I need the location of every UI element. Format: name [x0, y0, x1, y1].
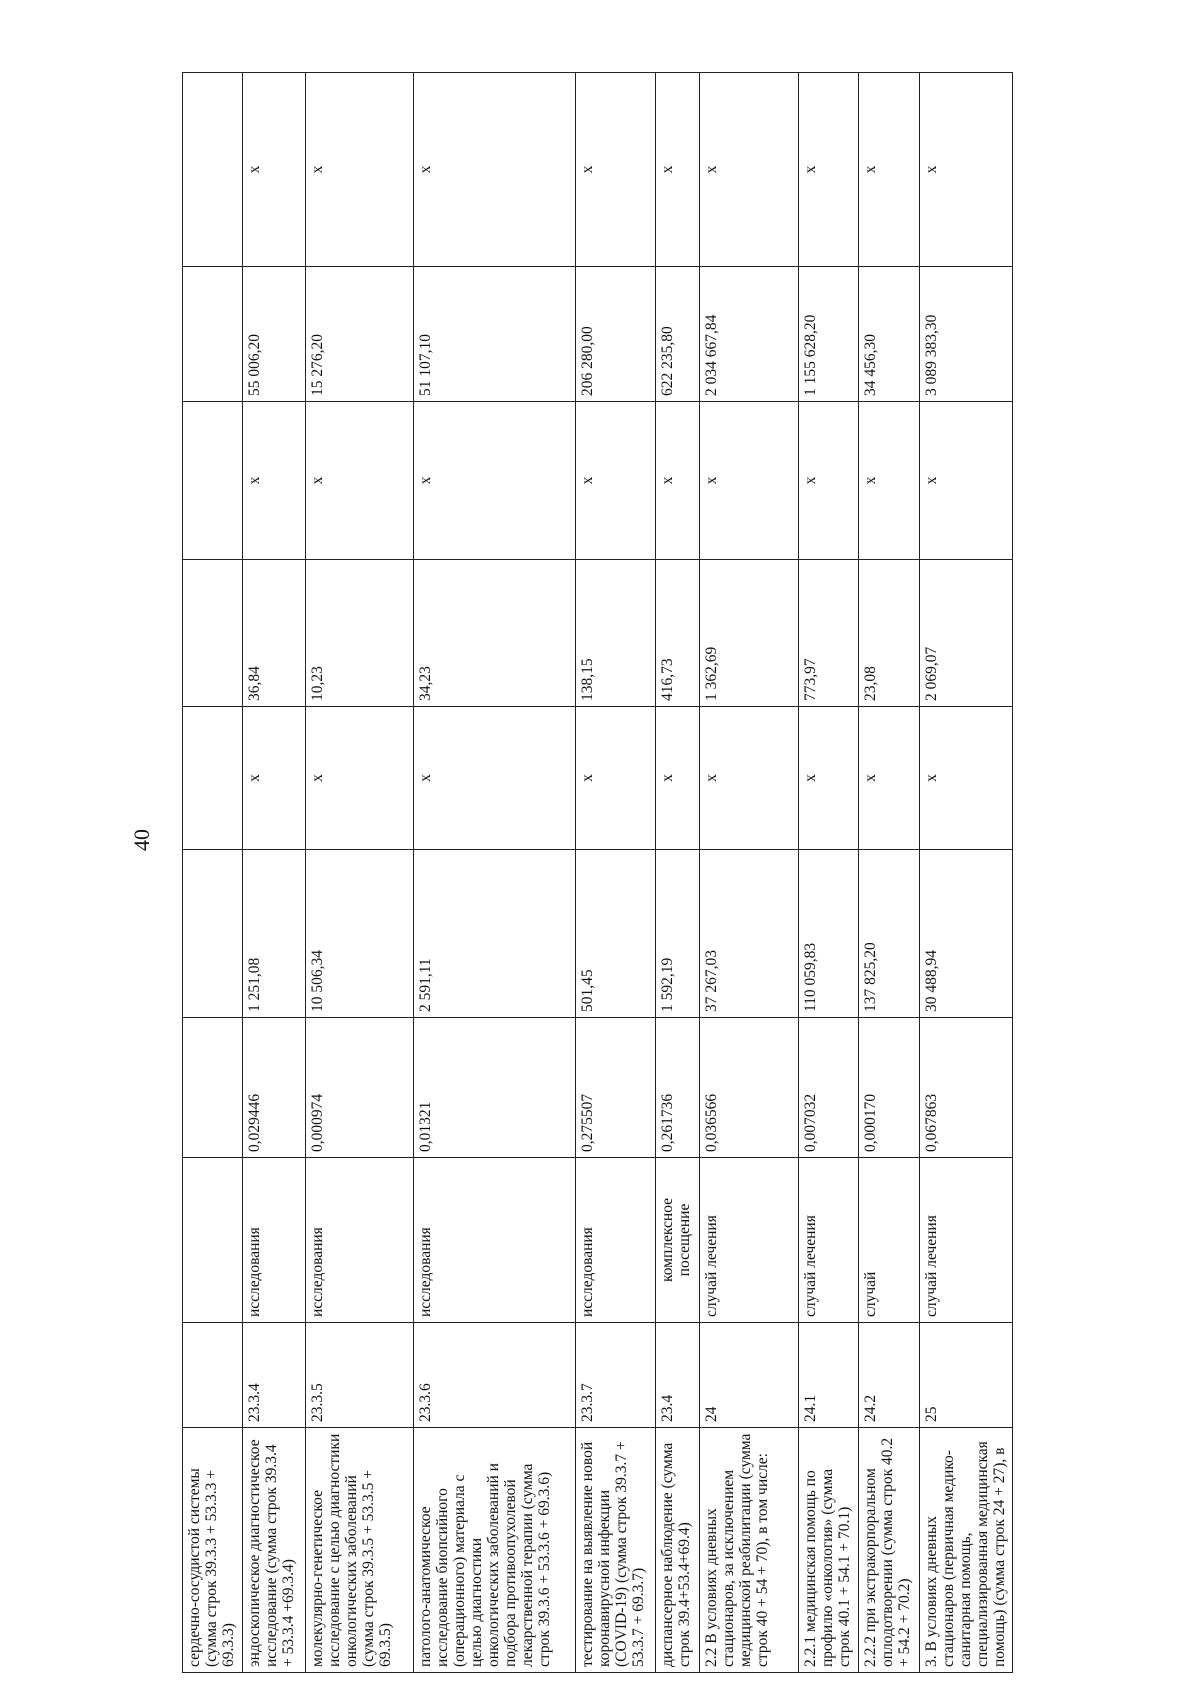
line-number-cell: 24.2 [859, 1323, 920, 1428]
line-number-cell: 23.4 [656, 1323, 700, 1428]
rotated-page-content [182, 73, 1012, 1673]
budget-total-cell: х [799, 402, 859, 560]
unit-cell: случай лечения [799, 1158, 859, 1323]
cost-norm-cell [183, 850, 243, 1018]
line-number-cell: 23.3.7 [576, 1323, 656, 1428]
budget-total-cell: х [920, 402, 1013, 560]
table-row [859, 73, 920, 1673]
cost-norm-cell: 501,45 [576, 850, 656, 1018]
oms-per-capita-cell: 34,23 [414, 560, 576, 707]
cost-norm-cell: 30 488,94 [920, 850, 1013, 1018]
table-row [183, 73, 243, 1673]
percent-cell: х [859, 73, 920, 267]
table-row [920, 73, 1013, 1673]
oms-total-cell: 3 089 383,30 [920, 267, 1013, 402]
row-name-cell: 3. В условиях дневных стационаров (первичная медико-санитарная помощь, специализированная медицинская помощь) (сумма строк 24 + 27), в [920, 1428, 1013, 1673]
row-name-cell: 2.2 В условиях дневных стационаров, за исключением медицинской реабилитации (сумма строк 40 + 54 + 70), в том числе: [700, 1428, 799, 1673]
budget-total-cell [183, 402, 243, 560]
budget-total-cell: х [700, 402, 799, 560]
oms-per-capita-cell: 10,23 [306, 560, 414, 707]
oms-total-cell: 51 107,10 [414, 267, 576, 402]
row-name-cell: эндоскопическое диагностическое исследование (сумма строк 39.3.4 + 53.3.4 +69.3.4) [243, 1428, 306, 1673]
volume-norm-cell: 0,000974 [306, 1018, 414, 1158]
oms-per-capita-cell: 2 069,07 [920, 560, 1013, 707]
budget-per-capita-cell: х [799, 707, 859, 850]
unit-cell: случай лечения [920, 1158, 1013, 1323]
percent-cell: х [243, 73, 306, 267]
volume-norm-cell: 0,01321 [414, 1018, 576, 1158]
oms-total-cell: 55 006,20 [243, 267, 306, 402]
oms-per-capita-cell: 1 362,69 [700, 560, 799, 707]
line-number-cell: 24 [700, 1323, 799, 1428]
budget-per-capita-cell: х [920, 707, 1013, 850]
line-number-cell [183, 1323, 243, 1428]
budget-total-cell: х [859, 402, 920, 560]
oms-total-cell [183, 267, 243, 402]
line-number-cell: 25 [920, 1323, 1013, 1428]
table-body [183, 73, 1013, 1673]
line-number-cell: 23.3.5 [306, 1323, 414, 1428]
oms-total-cell: 1 155 628,20 [799, 267, 859, 402]
percent-cell: х [700, 73, 799, 267]
percent-cell: х [306, 73, 414, 267]
cost-norm-cell: 2 591,11 [414, 850, 576, 1018]
percent-cell: х [799, 73, 859, 267]
oms-total-cell: 2 034 667,84 [700, 267, 799, 402]
volume-norm-cell [183, 1018, 243, 1158]
unit-cell: комплексное посещение [656, 1158, 700, 1323]
table-row [799, 73, 859, 1673]
budget-total-cell: х [656, 402, 700, 560]
percent-cell: х [656, 73, 700, 267]
oms-per-capita-cell: 36,84 [243, 560, 306, 707]
row-name-cell: 2.2.2 при экстракорпоральном оплодотворении (сумма строк 40.2 + 54.2 + 70.2) [859, 1428, 920, 1673]
volume-norm-cell: 0,007032 [799, 1018, 859, 1158]
percent-cell: х [576, 73, 656, 267]
page-number: 40 [129, 829, 154, 851]
oms-total-cell: 206 280,00 [576, 267, 656, 402]
volume-norm-cell: 0,000170 [859, 1018, 920, 1158]
volume-norm-cell: 0,275507 [576, 1018, 656, 1158]
cost-norm-cell: 1 251,08 [243, 850, 306, 1018]
oms-per-capita-cell [183, 560, 243, 707]
budget-per-capita-cell: х [576, 707, 656, 850]
unit-cell: исследования [243, 1158, 306, 1323]
percent-cell: х [920, 73, 1013, 267]
budget-per-capita-cell: х [859, 707, 920, 850]
budget-per-capita-cell [183, 707, 243, 850]
volume-norm-cell: 0,261736 [656, 1018, 700, 1158]
line-number-cell: 24.1 [799, 1323, 859, 1428]
cost-norm-cell: 37 267,03 [700, 850, 799, 1018]
table-row [656, 73, 700, 1673]
oms-per-capita-cell: 138,15 [576, 560, 656, 707]
cost-norm-cell: 110 059,83 [799, 850, 859, 1018]
table-row [414, 73, 576, 1673]
volume-norm-cell: 0,029446 [243, 1018, 306, 1158]
budget-per-capita-cell: х [306, 707, 414, 850]
cost-norm-cell: 10 506,34 [306, 850, 414, 1018]
row-name-cell: молекулярно-генетическое исследование с целью диагностики онкологических заболеваний (сумма строк 39.3.5 + 53.3.5 + 69.3.5) [306, 1428, 414, 1673]
budget-per-capita-cell: х [414, 707, 576, 850]
row-name-cell: тестирование на выявление новой коронавирусной инфекции (COVID-19) (сумма строк 39.3.7 + 53.3.7 + 69.3.7) [576, 1428, 656, 1673]
volume-norm-cell: 0,067863 [920, 1018, 1013, 1158]
unit-cell: исследования [306, 1158, 414, 1323]
budget-per-capita-cell: х [656, 707, 700, 850]
percent-cell: х [414, 73, 576, 267]
oms-total-cell: 622 235,80 [656, 267, 700, 402]
line-number-cell: 23.3.4 [243, 1323, 306, 1428]
row-name-cell: 2.2.1 медицинская помощь по профилю «онкология» (сумма строк 40.1 + 54.1 + 70.1) [799, 1428, 859, 1673]
row-name-cell: диспансерное наблюдение (сумма строк 39.4+53.4+69.4) [656, 1428, 700, 1673]
unit-cell: исследования [414, 1158, 576, 1323]
percent-cell [183, 73, 243, 267]
table-row [700, 73, 799, 1673]
budget-total-cell: х [243, 402, 306, 560]
table-row [306, 73, 414, 1673]
budget-per-capita-cell: х [243, 707, 306, 850]
line-number-cell: 23.3.6 [414, 1323, 576, 1428]
financing-table [182, 72, 1013, 1673]
cost-norm-cell: 1 592,19 [656, 850, 700, 1018]
unit-cell: случай [859, 1158, 920, 1323]
budget-total-cell: х [576, 402, 656, 560]
oms-total-cell: 34 456,30 [859, 267, 920, 402]
row-name-cell: патолого-анатомическое исследование биопсийного (операционного) материала с целью диагностики онкологических заболеваний и подбора противоопухолевой лекарственной терапии (сумма строк 39.3.6 + 53.3.6 + 69.3.6) [414, 1428, 576, 1673]
oms-per-capita-cell: 773,97 [799, 560, 859, 707]
unit-cell: случай лечения [700, 1158, 799, 1323]
oms-per-capita-cell: 416,73 [656, 560, 700, 707]
budget-total-cell: х [414, 402, 576, 560]
budget-per-capita-cell: х [700, 707, 799, 850]
unit-cell [183, 1158, 243, 1323]
cost-norm-cell: 137 825,20 [859, 850, 920, 1018]
oms-per-capita-cell: 23,08 [859, 560, 920, 707]
oms-total-cell: 15 276,20 [306, 267, 414, 402]
unit-cell: исследования [576, 1158, 656, 1323]
volume-norm-cell: 0,036566 [700, 1018, 799, 1158]
row-name-cell: сердечно-сосудистой системы (сумма строк 39.3.3 + 53.3.3 + 69.3.3) [183, 1428, 243, 1673]
budget-total-cell: х [306, 402, 414, 560]
table-row [243, 73, 306, 1673]
table-row [576, 73, 656, 1673]
